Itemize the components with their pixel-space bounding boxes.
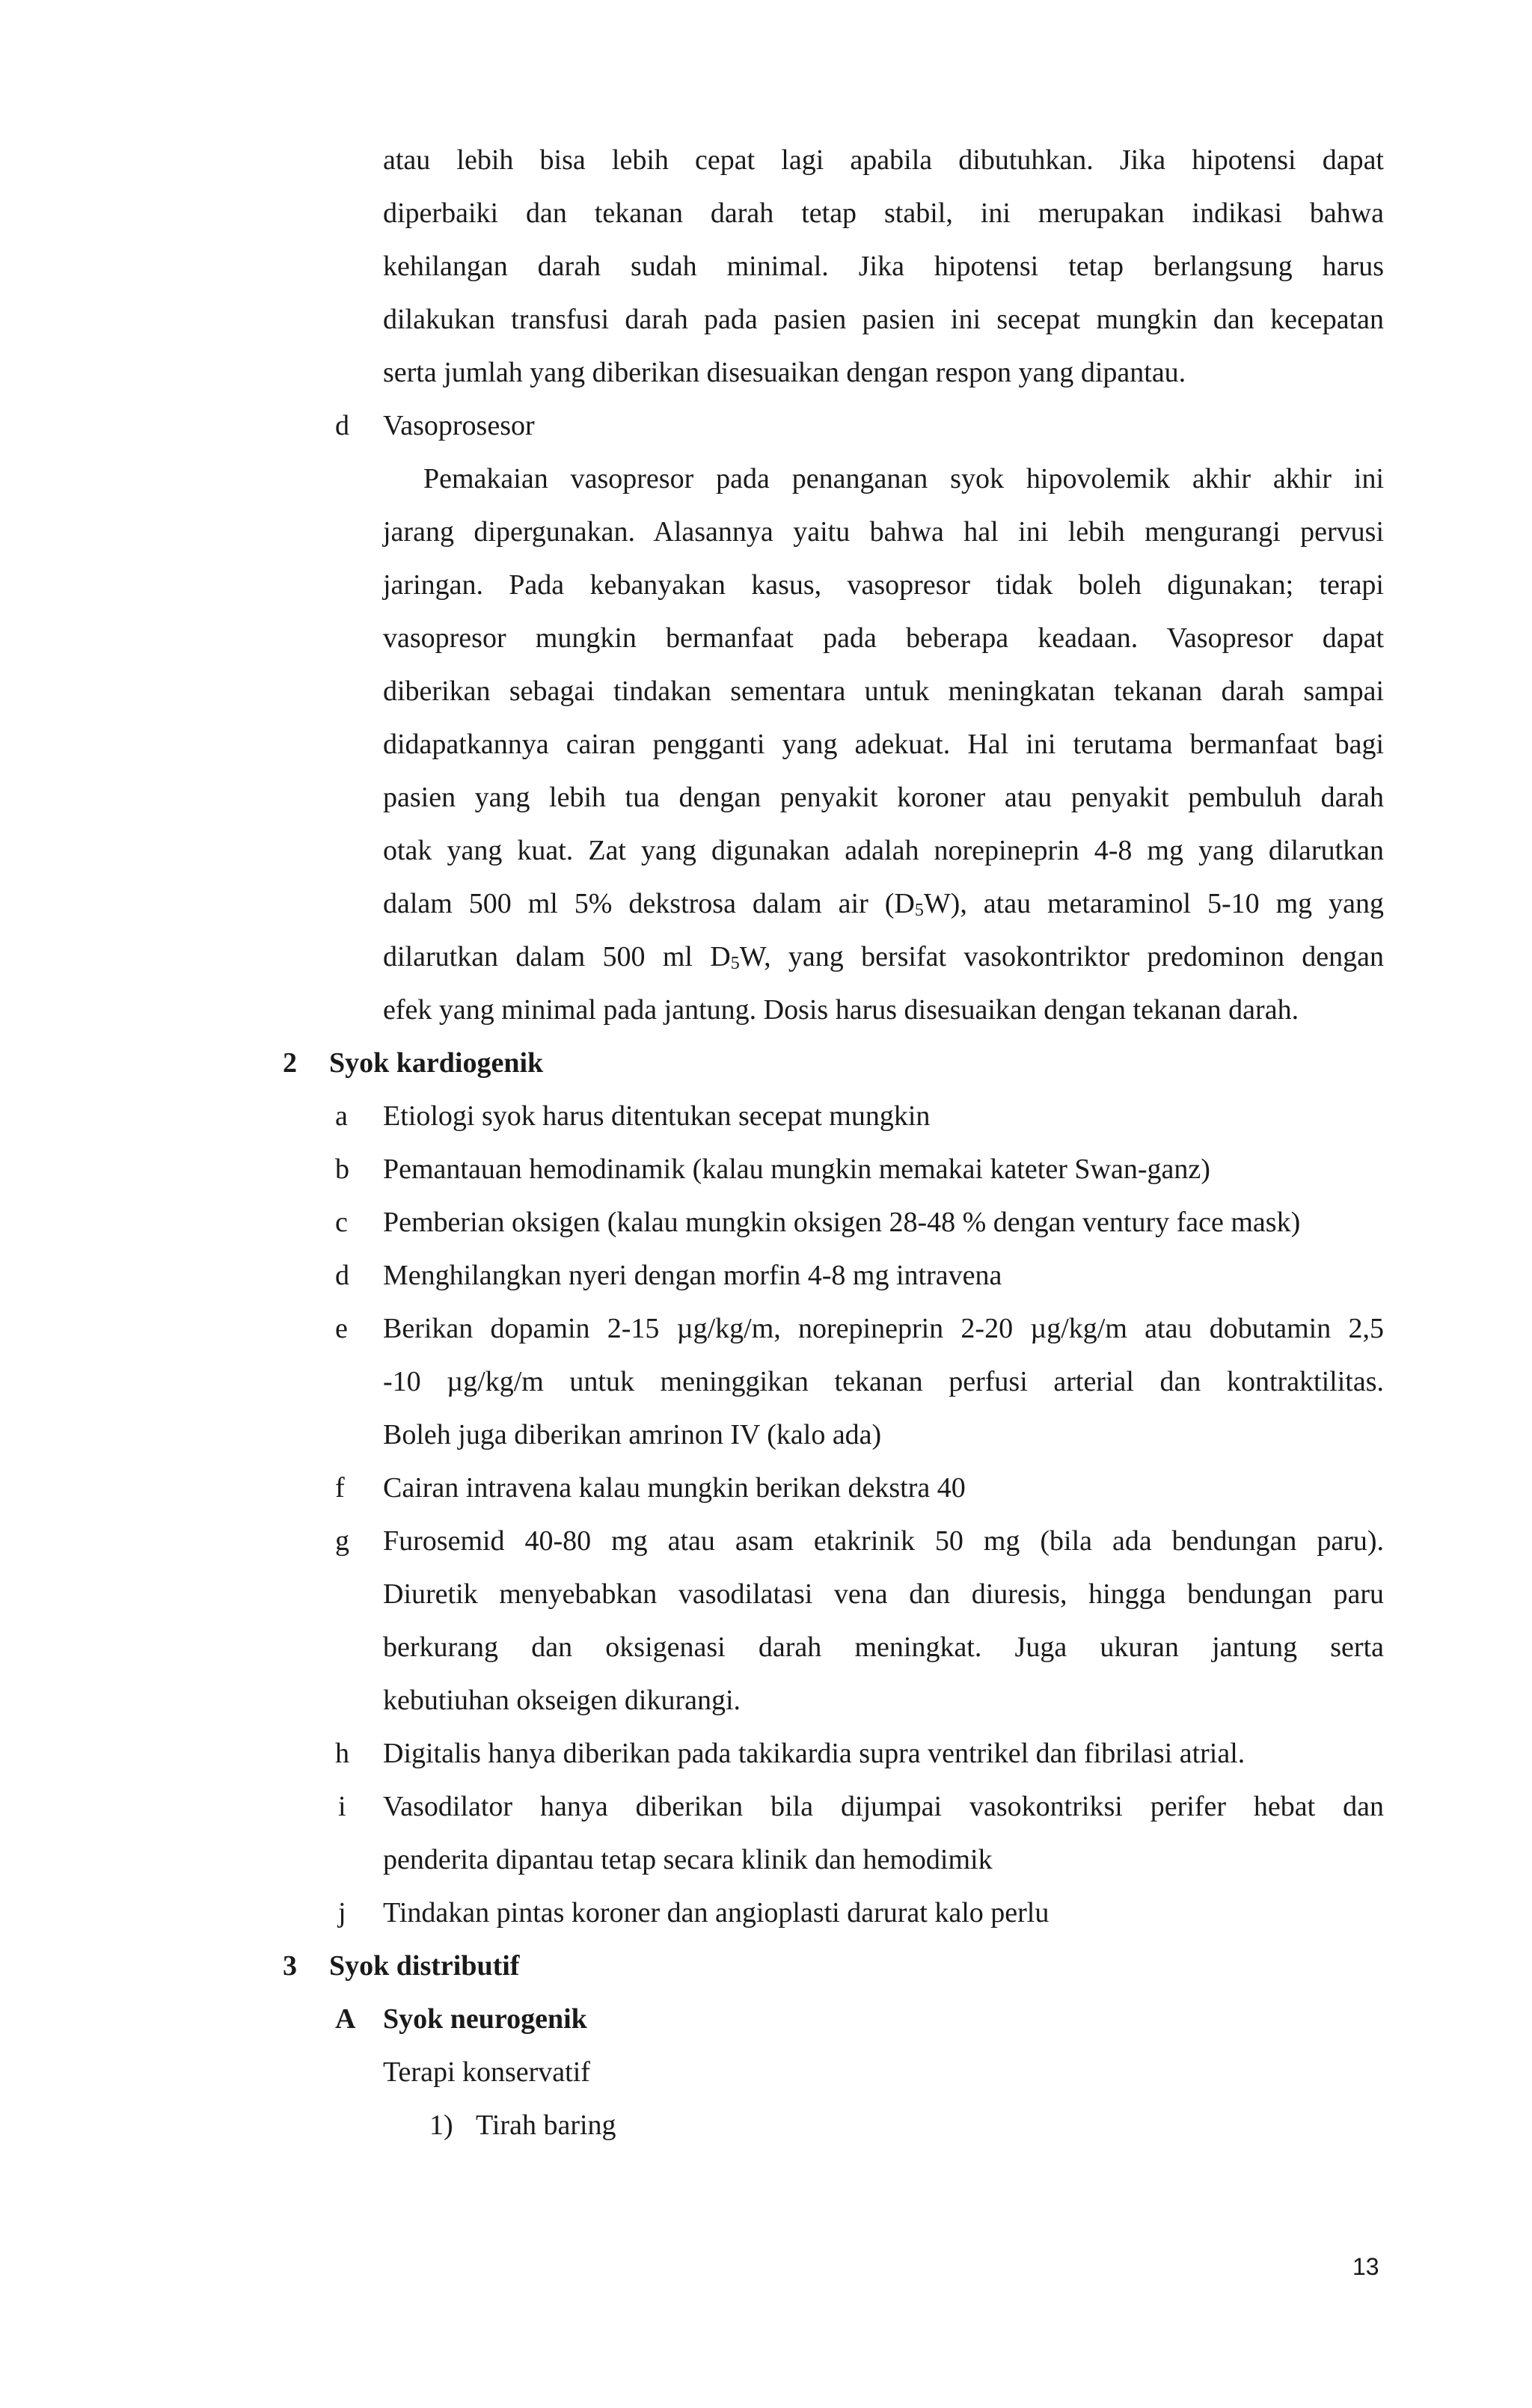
list-item-text: Etiologi syok harus ditentukan secepat mungkin <box>383 1100 931 1132</box>
list-item-text: Cairan intravena kalau mungkin berikan dekstra 40 <box>383 1472 966 1504</box>
list-marker: j <box>338 1897 346 1928</box>
step-text: Tirah baring <box>476 2110 616 2141</box>
text-line: Pemakaian vasopresor pada penanganan syok hipovolemik akhir akhir ini <box>423 463 1384 494</box>
list-item-text: Berikan dopamin 2-15 µg/kg/m, norepineprin 2-20 µg/kg/m atau dobutamin 2,5 <box>383 1313 1384 1344</box>
text-line: pasien yang lebih tua dengan penyakit koroner atau penyakit pembuluh darah <box>383 782 1384 813</box>
text-line: diberikan sebagai tindakan sementara untuk meningkatan tekanan darah sampai <box>383 675 1384 707</box>
list-item-text: Pemantauan hemodinamik (kalau mungkin memakai kateter Swan-ganz) <box>383 1154 1210 1185</box>
subscript: 5 <box>730 954 740 973</box>
subsection-heading: Syok neurogenik <box>383 2003 587 2035</box>
list-item-text: penderita dipantau tetap secara klinik dan hemodimik <box>383 1844 993 1875</box>
text-line: vasopresor mungkin bermanfaat pada beberapa keadaan. Vasopresor dapat <box>383 622 1384 654</box>
list-marker: c <box>335 1207 348 1238</box>
list-item-text: Menghilangkan nyeri dengan morfin 4-8 mg intravena <box>383 1260 1002 1291</box>
step-marker: 1) <box>429 2110 453 2141</box>
text-segment: dalam 500 ml 5% dekstrosa dalam air (D <box>383 888 915 919</box>
list-item-text: Pemberian oksigen (kalau mungkin oksigen 28-48 % dengan ventury face mask) <box>383 1207 1301 1238</box>
list-item-text: Diuretik menyebabkan vasodilatasi vena dan diuresis, hingga bendungan paru <box>383 1578 1384 1610</box>
list-item-text: -10 µg/kg/m untuk meninggikan tekanan perfusi arterial dan kontraktilitas. <box>383 1366 1384 1397</box>
text-segment: W, yang bersifat vasokontriktor predominon dengan <box>739 941 1384 972</box>
list-marker: d <box>335 410 349 441</box>
text-line: atau lebih bisa lebih cepat lagi apabila dibutuhkan. Jika hipotensi dapat <box>383 144 1384 176</box>
subscript: 5 <box>914 901 924 920</box>
list-item-text: Digitalis hanya diberikan pada takikardia supra ventrikel dan fibrilasi atrial. <box>383 1738 1245 1769</box>
page-number: 13 <box>1352 2253 1379 2280</box>
list-item-text: Vasodilator hanya diberikan bila dijumpai vasokontriksi perifer hebat dan <box>383 1791 1384 1822</box>
list-item-text: Tindakan pintas koroner dan angioplasti darurat kalo perlu <box>383 1897 1050 1928</box>
list-item-text: Boleh juga diberikan amrinon IV (kalo ada) <box>383 1419 882 1450</box>
list-marker: g <box>335 1525 349 1557</box>
section-heading: Syok kardiogenik <box>329 1047 544 1079</box>
list-marker: b <box>335 1154 349 1185</box>
text-line-d5w <box>383 887 1384 920</box>
list-marker: e <box>335 1313 348 1344</box>
list-item-text: berkurang dan oksigenasi darah meningkat. Juga ukuran jantung serta <box>383 1632 1384 1663</box>
list-marker: h <box>335 1738 349 1769</box>
list-marker: i <box>338 1791 346 1822</box>
text-line: dilakukan transfusi darah pada pasien pasien ini secepat mungkin dan kecepatan <box>383 304 1384 335</box>
list-marker: d <box>335 1260 349 1291</box>
section-number: 2 <box>283 1047 297 1079</box>
list-marker: f <box>335 1472 345 1504</box>
text-line: otak yang kuat. Zat yang digunakan adalah norepineprin 4-8 mg yang dilarutkan <box>383 835 1384 866</box>
text-line-d5w <box>383 940 1384 973</box>
text-segment: W), atau metaraminol 5-10 mg yang <box>923 888 1384 919</box>
text-line: jarang dipergunakan. Alasannya yaitu bahwa hal ini lebih mengurangi pervusi <box>383 516 1384 548</box>
section-heading: Syok distributif <box>329 1950 520 1982</box>
subsection-marker: A <box>335 2003 356 2035</box>
list-marker: a <box>335 1100 348 1132</box>
section-number: 3 <box>283 1950 297 1982</box>
text-line: jaringan. Pada kebanyakan kasus, vasopresor tidak boleh digunakan; terapi <box>383 569 1384 601</box>
text-line: efek yang minimal pada jantung. Dosis harus disesuaikan dengan tekanan darah. <box>383 994 1299 1026</box>
item-title: Vasoprosesor <box>383 410 535 441</box>
text-line: kehilangan darah sudah minimal. Jika hipotensi tetap berlangsung harus <box>383 251 1384 282</box>
list-item-text: Furosemid 40-80 mg atau asam etakrinik 50 mg (bila ada bendungan paru). <box>383 1525 1384 1557</box>
therapy-label: Terapi konservatif <box>383 2056 590 2088</box>
text-segment: dilarutkan dalam 500 ml D <box>383 941 731 972</box>
text-line: serta jumlah yang diberikan disesuaikan dengan respon yang dipantau. <box>383 357 1186 388</box>
text-line: didapatkannya cairan pengganti yang adekuat. Hal ini terutama bermanfaat bagi <box>383 729 1384 760</box>
list-item-text: kebutiuhan okseigen dikurangi. <box>383 1685 741 1716</box>
text-line: diperbaiki dan tekanan darah tetap stabil, ini merupakan indikasi bahwa <box>383 197 1384 229</box>
